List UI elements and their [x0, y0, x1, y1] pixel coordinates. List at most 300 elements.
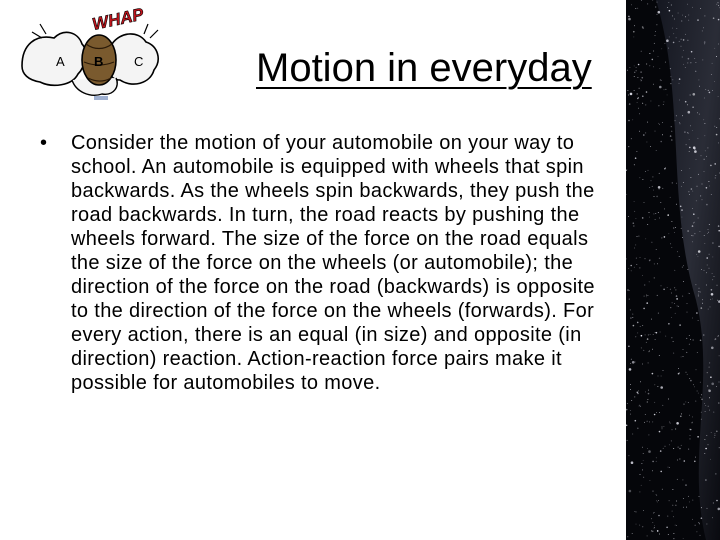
star	[653, 513, 654, 514]
logo-letter-c: C	[134, 54, 144, 69]
star	[715, 473, 716, 474]
star	[638, 64, 640, 66]
star	[682, 15, 683, 16]
star	[709, 268, 710, 269]
star	[702, 30, 703, 31]
star	[699, 523, 700, 524]
star	[701, 419, 702, 420]
star	[656, 412, 657, 413]
star	[712, 298, 713, 299]
star	[718, 19, 720, 21]
star	[676, 295, 678, 297]
star	[635, 218, 636, 219]
star	[663, 448, 664, 449]
star	[639, 131, 640, 132]
star	[652, 470, 653, 471]
star	[647, 295, 648, 296]
star	[693, 235, 694, 236]
star	[627, 536, 628, 537]
star	[704, 15, 705, 16]
star	[704, 171, 705, 172]
star	[692, 7, 693, 8]
star	[659, 173, 660, 174]
star	[679, 100, 680, 101]
star	[688, 111, 691, 114]
star	[671, 5, 672, 6]
star	[632, 533, 633, 534]
star	[708, 181, 709, 182]
star	[668, 233, 669, 234]
star	[695, 401, 696, 402]
star	[673, 353, 674, 354]
star	[665, 89, 666, 90]
star	[645, 334, 646, 335]
star	[709, 254, 710, 255]
star	[667, 94, 668, 95]
star	[718, 402, 720, 404]
star	[654, 43, 655, 44]
star	[706, 204, 708, 206]
star	[647, 448, 648, 449]
star	[673, 516, 674, 517]
star	[709, 367, 710, 368]
star	[671, 126, 672, 127]
star	[676, 183, 677, 184]
star	[715, 177, 716, 178]
star	[679, 83, 680, 84]
star	[698, 218, 699, 219]
star	[636, 70, 637, 71]
star	[682, 267, 683, 268]
star	[634, 25, 635, 26]
star	[636, 151, 637, 152]
star	[718, 142, 719, 143]
star	[652, 421, 653, 422]
star	[706, 285, 707, 286]
star	[667, 287, 668, 288]
star	[708, 229, 709, 230]
star	[708, 444, 709, 445]
star	[689, 139, 690, 140]
star	[689, 344, 690, 345]
star	[633, 31, 635, 33]
star	[653, 51, 654, 52]
star	[676, 37, 677, 38]
star	[634, 201, 635, 202]
star	[655, 339, 656, 340]
star	[640, 71, 642, 73]
star	[679, 373, 680, 374]
star	[671, 139, 673, 141]
star	[632, 434, 633, 435]
star	[682, 57, 683, 58]
star	[627, 403, 628, 404]
star	[683, 265, 684, 266]
star	[658, 212, 659, 213]
star	[655, 332, 656, 333]
star	[681, 46, 682, 47]
space-image	[626, 0, 720, 540]
star	[709, 410, 710, 411]
star	[630, 309, 631, 310]
star	[654, 512, 655, 513]
body-line: possible for automobiles to move.	[71, 372, 381, 394]
star	[670, 76, 671, 77]
star	[672, 505, 673, 506]
star	[674, 303, 675, 304]
star	[693, 93, 696, 96]
star	[668, 48, 669, 49]
star	[662, 427, 663, 428]
star	[656, 196, 658, 198]
star	[679, 41, 680, 42]
star	[635, 362, 636, 363]
star	[628, 455, 629, 456]
star	[672, 79, 673, 80]
star	[718, 5, 719, 6]
star	[709, 397, 710, 398]
star	[690, 177, 691, 178]
star	[703, 119, 704, 120]
star	[642, 179, 643, 180]
star	[642, 77, 644, 79]
star	[689, 501, 690, 502]
star	[649, 217, 650, 218]
star	[654, 277, 655, 278]
star	[692, 318, 693, 319]
star	[683, 64, 684, 65]
star	[678, 368, 679, 369]
star	[643, 453, 644, 454]
star	[702, 303, 703, 304]
star	[656, 332, 658, 334]
star	[699, 288, 700, 289]
star	[633, 325, 635, 327]
star	[683, 281, 684, 282]
star	[668, 323, 670, 325]
star	[690, 438, 691, 439]
star	[654, 384, 655, 385]
star	[696, 369, 697, 370]
star	[689, 378, 690, 379]
star	[629, 299, 630, 300]
star	[663, 104, 664, 105]
star	[658, 123, 659, 124]
star	[676, 298, 678, 300]
logo-letter-a: A	[56, 54, 65, 69]
star	[714, 437, 715, 438]
star	[705, 89, 706, 90]
star	[718, 336, 719, 337]
star	[689, 147, 691, 149]
star	[680, 416, 682, 418]
star	[660, 332, 661, 333]
star	[672, 302, 673, 303]
star	[637, 8, 638, 9]
star	[714, 163, 716, 165]
star	[664, 236, 666, 238]
star	[718, 225, 720, 227]
star	[685, 16, 686, 17]
star	[709, 224, 710, 225]
star	[655, 35, 656, 36]
star	[643, 308, 645, 310]
star	[677, 305, 678, 306]
star	[635, 336, 636, 337]
star	[687, 40, 688, 41]
star	[714, 48, 715, 49]
star	[704, 135, 705, 136]
star	[633, 222, 635, 224]
star	[675, 525, 676, 526]
star	[676, 422, 679, 425]
star	[703, 334, 705, 336]
star	[653, 190, 654, 191]
star	[678, 13, 679, 14]
star	[626, 169, 627, 170]
star	[668, 534, 669, 535]
star	[719, 382, 720, 383]
star	[642, 27, 644, 29]
star	[668, 399, 669, 400]
star	[642, 469, 643, 470]
star	[670, 83, 671, 84]
star	[716, 56, 717, 57]
star	[700, 8, 701, 9]
star	[668, 467, 669, 468]
star	[647, 421, 648, 422]
star	[690, 95, 691, 96]
star	[635, 8, 636, 9]
star	[663, 426, 664, 427]
star	[632, 361, 635, 364]
body-line: to the direction of the force on the wheels (forwards). For	[71, 300, 595, 322]
star	[667, 516, 668, 517]
star	[661, 376, 662, 377]
star	[658, 105, 659, 106]
star	[716, 134, 718, 136]
star	[680, 206, 682, 208]
star	[717, 285, 718, 286]
star	[628, 16, 630, 18]
star	[679, 459, 680, 460]
star	[659, 431, 661, 433]
star	[676, 204, 677, 205]
star	[653, 213, 654, 214]
star	[689, 168, 690, 169]
star	[683, 182, 684, 183]
star	[649, 351, 650, 352]
star	[655, 131, 656, 132]
star	[655, 219, 656, 220]
star	[642, 526, 643, 527]
star	[699, 86, 700, 87]
star	[698, 320, 699, 321]
star	[670, 135, 672, 137]
star	[647, 3, 648, 4]
star	[641, 335, 643, 337]
star	[663, 101, 664, 102]
star	[697, 186, 698, 187]
star	[709, 362, 710, 363]
star	[696, 200, 697, 201]
star	[699, 231, 700, 232]
star	[645, 238, 646, 239]
star	[704, 98, 705, 99]
star	[681, 39, 682, 40]
star	[715, 175, 716, 176]
star	[636, 67, 637, 68]
star	[650, 146, 651, 147]
star	[688, 402, 689, 403]
bullet-marker: •	[40, 132, 48, 154]
star	[653, 66, 654, 67]
star	[634, 211, 635, 212]
star	[701, 155, 702, 156]
star	[627, 289, 629, 291]
star	[628, 18, 631, 21]
star	[655, 7, 656, 8]
star	[675, 289, 676, 290]
star	[712, 517, 713, 518]
star	[656, 461, 657, 462]
star	[714, 435, 715, 436]
star	[695, 525, 696, 526]
star	[651, 319, 652, 320]
star	[638, 108, 639, 109]
star	[698, 79, 699, 80]
star	[651, 518, 652, 519]
star	[633, 226, 634, 227]
star	[712, 256, 713, 257]
star	[647, 399, 648, 400]
star	[683, 507, 684, 508]
star	[693, 213, 695, 215]
star	[712, 63, 713, 64]
star	[710, 459, 711, 460]
star	[692, 191, 693, 192]
star	[671, 293, 672, 294]
star	[673, 33, 674, 34]
star	[631, 138, 632, 139]
star	[628, 346, 630, 348]
star	[634, 76, 635, 77]
star	[701, 507, 702, 508]
star	[654, 414, 656, 416]
star	[675, 429, 676, 430]
star	[689, 293, 690, 294]
star	[632, 314, 633, 315]
star	[678, 306, 679, 307]
star	[652, 186, 653, 187]
star	[662, 134, 663, 135]
star	[687, 374, 688, 375]
star	[660, 202, 661, 203]
star	[642, 364, 643, 365]
star	[714, 81, 715, 82]
star	[658, 186, 661, 189]
star	[674, 232, 675, 233]
star	[702, 184, 703, 185]
body-line: wheels forward. The size of the force on the road equals	[71, 228, 589, 250]
star	[711, 383, 714, 386]
star	[648, 393, 650, 395]
star	[700, 397, 701, 398]
star	[710, 306, 711, 307]
star	[648, 334, 649, 335]
star	[695, 457, 696, 458]
star	[707, 372, 708, 373]
whap-logo	[16, 4, 164, 104]
star	[642, 275, 643, 276]
star	[642, 325, 643, 326]
star	[652, 522, 653, 523]
star	[697, 391, 698, 392]
star	[677, 460, 678, 461]
star	[689, 151, 690, 152]
star	[669, 10, 671, 12]
star	[708, 309, 709, 310]
star	[689, 335, 690, 336]
star	[646, 295, 647, 296]
star	[674, 270, 675, 271]
star	[636, 258, 637, 259]
star	[705, 150, 706, 151]
star	[639, 267, 640, 268]
star	[681, 445, 682, 446]
star	[692, 106, 694, 108]
star	[711, 194, 712, 195]
logo-caption: WHAP	[90, 4, 146, 34]
star	[637, 77, 638, 78]
star	[641, 347, 642, 348]
star	[696, 254, 697, 255]
star	[642, 103, 643, 104]
star	[683, 538, 684, 539]
star	[685, 101, 687, 103]
star	[683, 50, 684, 51]
star	[707, 147, 708, 148]
star	[685, 484, 687, 486]
star	[700, 292, 701, 293]
star	[649, 65, 650, 66]
star	[656, 457, 657, 458]
star	[686, 507, 687, 508]
star	[645, 258, 646, 259]
star	[704, 453, 705, 454]
star	[646, 296, 647, 297]
star	[654, 525, 655, 526]
star	[692, 208, 693, 209]
star	[661, 285, 662, 286]
star	[707, 386, 708, 387]
star	[694, 150, 697, 153]
star	[654, 402, 655, 403]
star	[711, 289, 713, 291]
star	[657, 530, 659, 532]
star	[716, 431, 718, 433]
star	[635, 244, 636, 245]
star	[627, 90, 628, 91]
star	[692, 416, 693, 417]
star	[706, 435, 707, 436]
star	[656, 500, 657, 501]
star	[681, 356, 682, 357]
star	[673, 42, 675, 44]
star	[679, 256, 680, 257]
star	[662, 489, 663, 490]
star	[669, 422, 670, 423]
